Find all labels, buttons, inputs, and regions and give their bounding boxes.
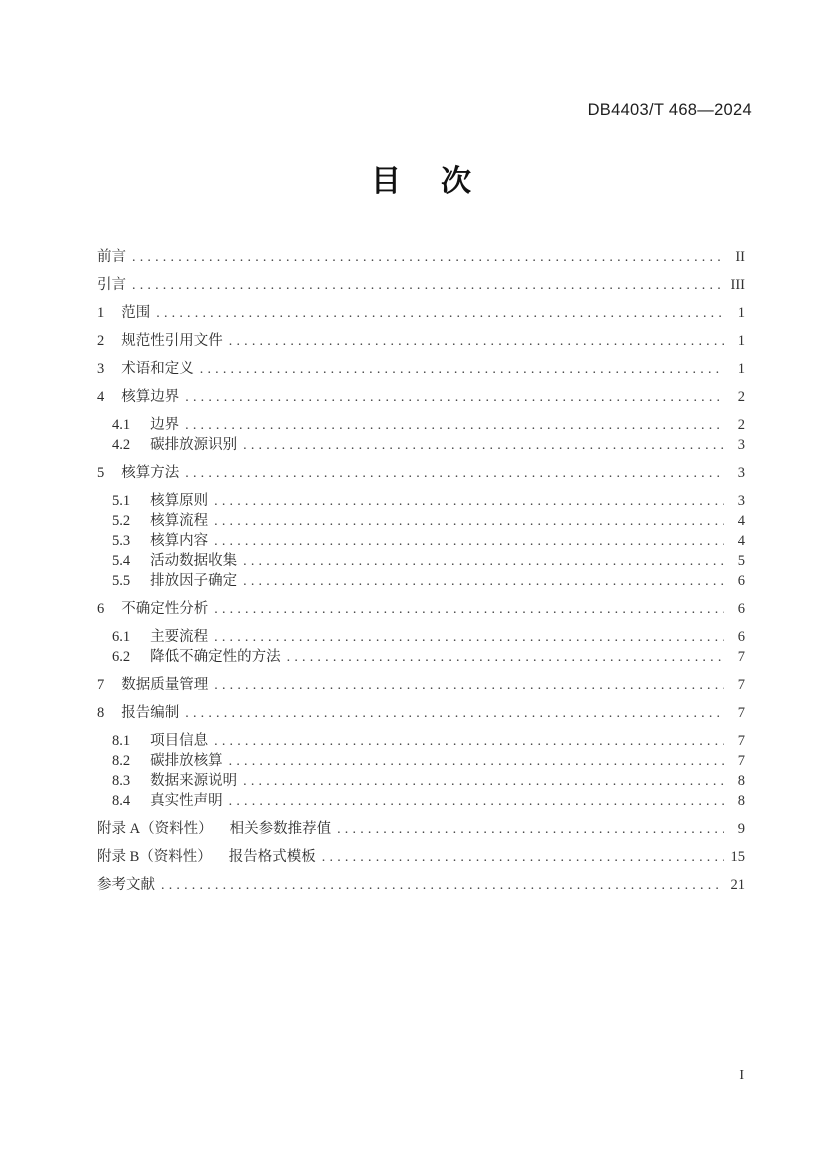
toc-leader-dots bbox=[214, 731, 724, 752]
toc-entry-number: 6.1 bbox=[112, 629, 131, 645]
toc-entry-number: 1 bbox=[97, 305, 105, 321]
toc-entry-label: 相关参数推荐值 bbox=[229, 821, 332, 837]
toc-entry bbox=[97, 387, 745, 407]
toc-entry bbox=[97, 511, 745, 531]
toc-leader-dots bbox=[132, 247, 724, 268]
toc-entry-label: 降低不确定性的方法 bbox=[150, 649, 281, 665]
toc-entry-number: 6.2 bbox=[112, 649, 131, 665]
toc-entry-number: 5.4 bbox=[112, 553, 131, 569]
toc-entry-label: 碳排放核算 bbox=[150, 753, 223, 769]
toc-entry-page: 1 bbox=[737, 361, 745, 377]
toc-entry-label: 前言 bbox=[97, 249, 126, 265]
toc-entry bbox=[97, 875, 745, 895]
toc-entry-page: 5 bbox=[737, 553, 745, 569]
toc-leader-dots bbox=[243, 551, 724, 572]
toc-entry bbox=[97, 791, 745, 811]
toc-entry-label: 数据来源说明 bbox=[150, 773, 238, 789]
toc-entry-number: 4.1 bbox=[112, 417, 131, 433]
toc-entry-page: 6 bbox=[737, 573, 745, 589]
toc-entry-page: 6 bbox=[737, 629, 745, 645]
toc-entry-page: 6 bbox=[737, 601, 745, 617]
toc-leader-dots bbox=[214, 531, 724, 552]
toc-entry-page: 8 bbox=[737, 773, 745, 789]
toc-leader-dots bbox=[214, 599, 724, 620]
toc-entry-number: 8.3 bbox=[112, 773, 131, 789]
toc-entry-label: 不确定性分析 bbox=[121, 601, 209, 617]
toc-entry-page: 1 bbox=[737, 333, 745, 349]
toc-entry-number: 5 bbox=[97, 465, 105, 481]
toc-entry-number: 3 bbox=[97, 361, 105, 377]
toc-leader-dots bbox=[200, 359, 724, 380]
toc-entry-label: 排放因子确定 bbox=[150, 573, 238, 589]
toc-entry-page: 4 bbox=[737, 533, 745, 549]
toc-entry-label: 核算内容 bbox=[150, 533, 209, 549]
toc-leader-dots bbox=[287, 647, 724, 668]
toc-entry bbox=[97, 435, 745, 455]
toc-entry-number: 7 bbox=[97, 677, 105, 693]
toc-entry-label: 引言 bbox=[97, 277, 126, 293]
table-of-contents bbox=[97, 239, 745, 903]
toc-entry-label: 数据质量管理 bbox=[121, 677, 209, 693]
toc-entry bbox=[97, 463, 745, 483]
toc-entry bbox=[97, 703, 745, 723]
toc-entry bbox=[97, 551, 745, 571]
toc-leader-dots bbox=[214, 627, 724, 648]
toc-entry bbox=[97, 751, 745, 771]
toc-entry-number: 4.2 bbox=[112, 437, 131, 453]
toc-entry-page: III bbox=[730, 277, 745, 293]
toc-entry-number: 6 bbox=[97, 601, 105, 617]
toc-entry bbox=[97, 571, 745, 591]
toc-entry-page: 3 bbox=[737, 465, 745, 481]
toc-leader-dots bbox=[214, 675, 724, 696]
toc-entry-page: 15 bbox=[730, 849, 745, 865]
toc-entry-label: 核算方法 bbox=[121, 465, 180, 481]
toc-entry-number: 4 bbox=[97, 389, 105, 405]
toc-entry-page: 3 bbox=[737, 437, 745, 453]
toc-entry-page: II bbox=[735, 249, 745, 265]
toc-entry-label: 核算流程 bbox=[150, 513, 209, 529]
toc-leader-dots bbox=[214, 491, 724, 512]
toc-entry-page: 9 bbox=[737, 821, 745, 837]
toc-entry bbox=[97, 491, 745, 511]
toc-entry bbox=[97, 415, 745, 435]
toc-entry-label: 活动数据收集 bbox=[150, 553, 238, 569]
page-footer bbox=[97, 1068, 744, 1084]
toc-leader-dots bbox=[161, 875, 724, 896]
toc-entry bbox=[97, 275, 745, 295]
toc-entry-number: 8 bbox=[97, 705, 105, 721]
toc-entry-label: 碳排放源识别 bbox=[150, 437, 238, 453]
toc-leader-dots bbox=[229, 331, 724, 352]
toc-entry-number: 附录 B（资料性） bbox=[97, 849, 212, 865]
toc-leader-dots bbox=[185, 387, 724, 408]
toc-entry-page: 2 bbox=[737, 417, 745, 433]
toc-entry bbox=[97, 331, 745, 351]
toc-entry bbox=[97, 599, 745, 619]
toc-entry-number: 2 bbox=[97, 333, 105, 349]
toc-leader-dots bbox=[243, 571, 724, 592]
toc-entry-page: 4 bbox=[737, 513, 745, 529]
toc-leader-dots bbox=[185, 703, 724, 724]
page-title-right-char: 次 bbox=[441, 165, 471, 198]
toc-leader-dots bbox=[229, 791, 724, 812]
toc-leader-dots bbox=[185, 415, 724, 436]
toc-entry bbox=[97, 647, 745, 667]
toc-entry-label: 报告格式模板 bbox=[228, 849, 316, 865]
toc-entry-number: 5.1 bbox=[112, 493, 131, 509]
toc-leader-dots bbox=[185, 463, 724, 484]
toc-entry-label: 报告编制 bbox=[121, 705, 180, 721]
title-spacer bbox=[401, 182, 441, 183]
toc-leader-dots bbox=[243, 771, 724, 792]
toc-entry-page: 21 bbox=[730, 877, 745, 893]
standard-number: DB4403/T 468—2024 bbox=[587, 101, 752, 119]
toc-entry-number: 8.4 bbox=[112, 793, 131, 809]
toc-leader-dots bbox=[337, 819, 724, 840]
toc-entry-page: 8 bbox=[737, 793, 745, 809]
toc-entry-page: 7 bbox=[737, 705, 745, 721]
toc-entry bbox=[97, 675, 745, 695]
toc-entry-page: 7 bbox=[737, 733, 745, 749]
toc-entry-label: 术语和定义 bbox=[121, 361, 194, 377]
toc-entry bbox=[97, 731, 745, 751]
toc-entry-number: 5.2 bbox=[112, 513, 131, 529]
toc-entry-page: 7 bbox=[737, 649, 745, 665]
toc-leader-dots bbox=[214, 511, 724, 532]
toc-leader-dots bbox=[156, 303, 724, 324]
toc-entry-page: 1 bbox=[737, 305, 745, 321]
toc-entry bbox=[97, 303, 745, 323]
toc-leader-dots bbox=[322, 847, 724, 868]
toc-entry-page: 2 bbox=[737, 389, 745, 405]
toc-entry-label: 真实性声明 bbox=[150, 793, 223, 809]
toc-entry bbox=[97, 627, 745, 647]
toc-entry-label: 参考文献 bbox=[97, 877, 155, 893]
document-header bbox=[97, 101, 752, 120]
toc-entry bbox=[97, 771, 745, 791]
toc-entry-number: 5.5 bbox=[112, 573, 131, 589]
toc-entry-label: 主要流程 bbox=[150, 629, 209, 645]
toc-entry-page: 7 bbox=[737, 753, 745, 769]
toc-entry-label: 边界 bbox=[150, 417, 180, 433]
toc-entry-page: 3 bbox=[737, 493, 745, 509]
footer-page-number: I bbox=[739, 1068, 744, 1083]
toc-entry-label: 范围 bbox=[121, 305, 151, 321]
toc-entry-label: 核算原则 bbox=[150, 493, 209, 509]
toc-entry-number: 5.3 bbox=[112, 533, 131, 549]
toc-entry bbox=[97, 531, 745, 551]
toc-entry-label: 核算边界 bbox=[121, 389, 180, 405]
toc-entry bbox=[97, 247, 745, 267]
toc-entry bbox=[97, 819, 745, 839]
toc-leader-dots bbox=[229, 751, 724, 772]
toc-entry-label: 项目信息 bbox=[150, 733, 209, 749]
toc-entry-number: 附录 A（资料性） bbox=[97, 821, 213, 837]
toc-entry-label: 规范性引用文件 bbox=[121, 333, 223, 349]
toc-entry-number: 8.1 bbox=[112, 733, 131, 749]
toc-entry-number: 8.2 bbox=[112, 753, 131, 769]
page-title bbox=[97, 164, 745, 200]
toc-entry bbox=[97, 359, 745, 379]
toc-entry-page: 7 bbox=[737, 677, 745, 693]
toc-leader-dots bbox=[132, 275, 724, 296]
toc-leader-dots bbox=[243, 435, 724, 456]
toc-entry bbox=[97, 847, 745, 867]
page-title-left-char: 目 bbox=[371, 165, 401, 198]
